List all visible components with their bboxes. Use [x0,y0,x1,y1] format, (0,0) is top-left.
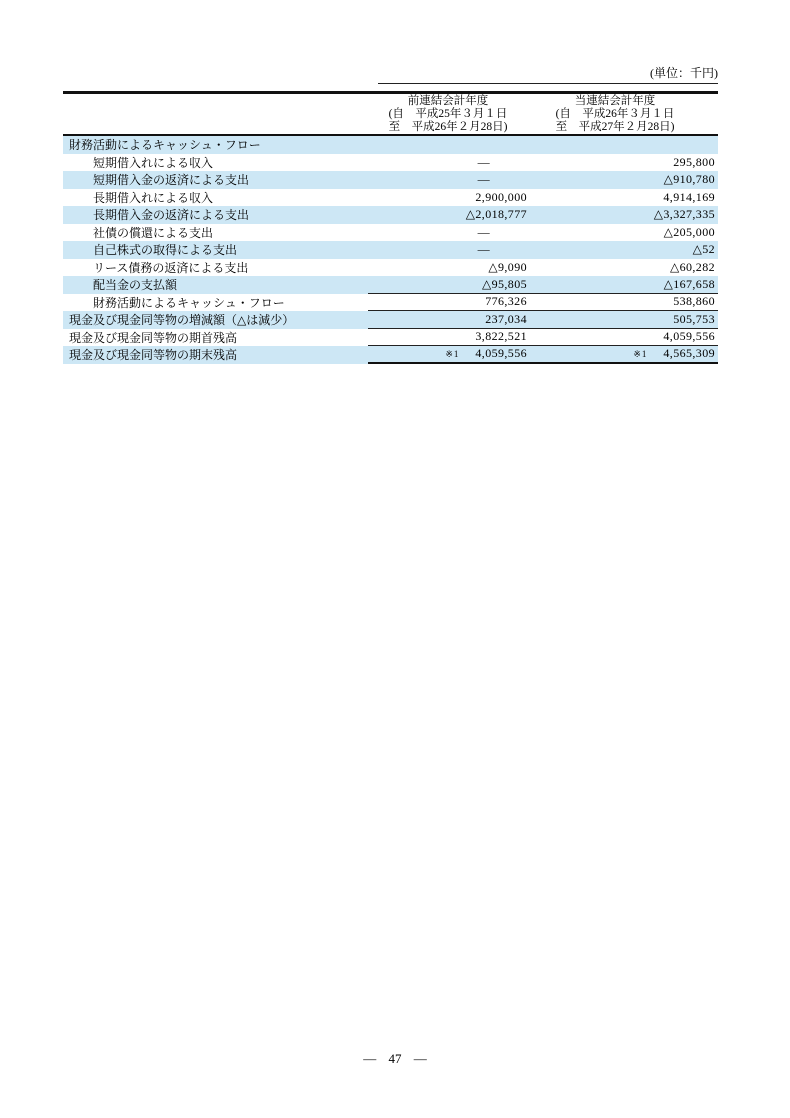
value-text: △205,000 [663,224,715,239]
value-curr [535,224,718,242]
value-text: △95,805 [481,276,527,291]
value-text: 505,753 [673,311,715,326]
value-prev [368,311,535,328]
row-values [368,206,718,224]
value-text: △60,282 [669,259,715,274]
table-row [63,276,718,294]
table-row [63,259,718,277]
value-text: △910,780 [663,172,715,187]
value-text: 4,565,309 [663,346,715,361]
table-header [63,94,718,136]
row-label: 現金及び現金同等物の期首残高 [69,330,238,345]
value-text: △2,018,777 [465,207,527,222]
value-text: △3,327,335 [653,207,715,222]
row-label: 自己株式の取得による支出 [93,243,238,258]
row-values [368,241,718,259]
row-label: 長期借入れによる収入 [93,190,214,205]
row-values [368,311,718,329]
row-label: 現金及び現金同等物の期末残高 [69,348,238,363]
row-label: 現金及び現金同等物の増減額（△は減少） [69,313,295,328]
value-text: 295,800 [673,154,715,169]
value-text: △167,658 [663,276,715,291]
header-col-prev-period-to: 至 平成26年２月28日) [388,121,508,134]
row-values [368,171,718,189]
value-text: △52 [692,242,715,257]
value-prev [368,294,535,311]
row-values [368,189,718,207]
value-text: 538,860 [673,294,715,309]
table-row [63,346,718,364]
row-label: 短期借入れによる収入 [93,155,214,170]
value-text: 4,059,556 [475,346,527,361]
row-values [368,259,718,277]
value-text: ― [477,154,490,169]
row-label: 長期借入金の返済による支出 [93,208,250,223]
table-row [63,206,718,224]
table-row [63,329,718,347]
section-header-row [63,136,718,154]
table-row [63,171,718,189]
value-text: 4,914,169 [663,189,715,204]
row-values [368,136,718,154]
value-text: 4,059,556 [663,329,715,344]
header-col-curr-title: 当連結会計年度 [574,95,656,107]
value-prev [368,206,535,224]
value-text: ― [477,242,490,257]
value-curr [535,311,718,328]
table-row [63,189,718,207]
value-prev [368,346,535,362]
value-curr [535,154,718,172]
value-curr [535,241,718,259]
header-col-prev-period-from: (自 平成25年３月１日 [388,108,508,121]
header-col-prev [366,94,530,135]
value-text: 237,034 [485,311,527,326]
value-curr [535,171,718,189]
value-curr [535,206,718,224]
value-curr [535,294,718,311]
row-label: 財務活動によるキャッシュ・フロー [93,295,285,310]
value-prev [368,276,535,293]
value-curr [535,346,718,362]
value-prev [368,259,535,277]
cash-flow-table [63,91,718,364]
value-curr [535,329,718,346]
header-col-curr [533,94,697,135]
note-ref: ※1 [445,349,460,360]
row-values [368,276,718,294]
value-prev [368,189,535,207]
row-label: リース債務の返済による支出 [93,260,249,275]
row-values [368,346,718,364]
value-curr [535,136,718,154]
header-col-curr-period-to: 至 平成27年２月28日) [555,121,675,134]
value-text: 2,900,000 [475,189,527,204]
value-text: ― [477,172,490,187]
value-text: 776,326 [485,294,527,309]
value-curr [535,259,718,277]
row-values [368,224,718,242]
table-body [63,136,718,364]
row-label: 社債の償還による支出 [93,225,214,240]
table-row [63,294,718,312]
header-col-prev-title: 前連結会計年度 [407,95,489,107]
row-label: 配当金の支払額 [93,278,178,293]
row-label: 財務活動によるキャッシュ・フロー [69,138,261,153]
row-label: 短期借入金の返済による支出 [93,173,250,188]
value-prev [368,171,535,189]
value-prev [368,329,535,346]
table-row [63,224,718,242]
header-col-curr-period-from: (自 平成26年３月１日 [555,108,675,121]
unit-label: (単位：千円) [378,65,718,84]
value-prev [368,241,535,259]
note-ref: ※1 [633,349,648,360]
value-text: ― [477,224,490,239]
table-row [63,241,718,259]
table-row [63,154,718,172]
value-prev [368,224,535,242]
value-prev [368,136,535,154]
value-prev [368,154,535,172]
value-text: △9,090 [488,259,527,274]
row-values [368,154,718,172]
table-row [63,311,718,329]
value-curr [535,189,718,207]
row-values [368,329,718,347]
value-curr [535,276,718,293]
value-text: 3,822,521 [475,329,527,344]
row-values [368,294,718,312]
page-number: ― 47 ― [363,1051,427,1066]
